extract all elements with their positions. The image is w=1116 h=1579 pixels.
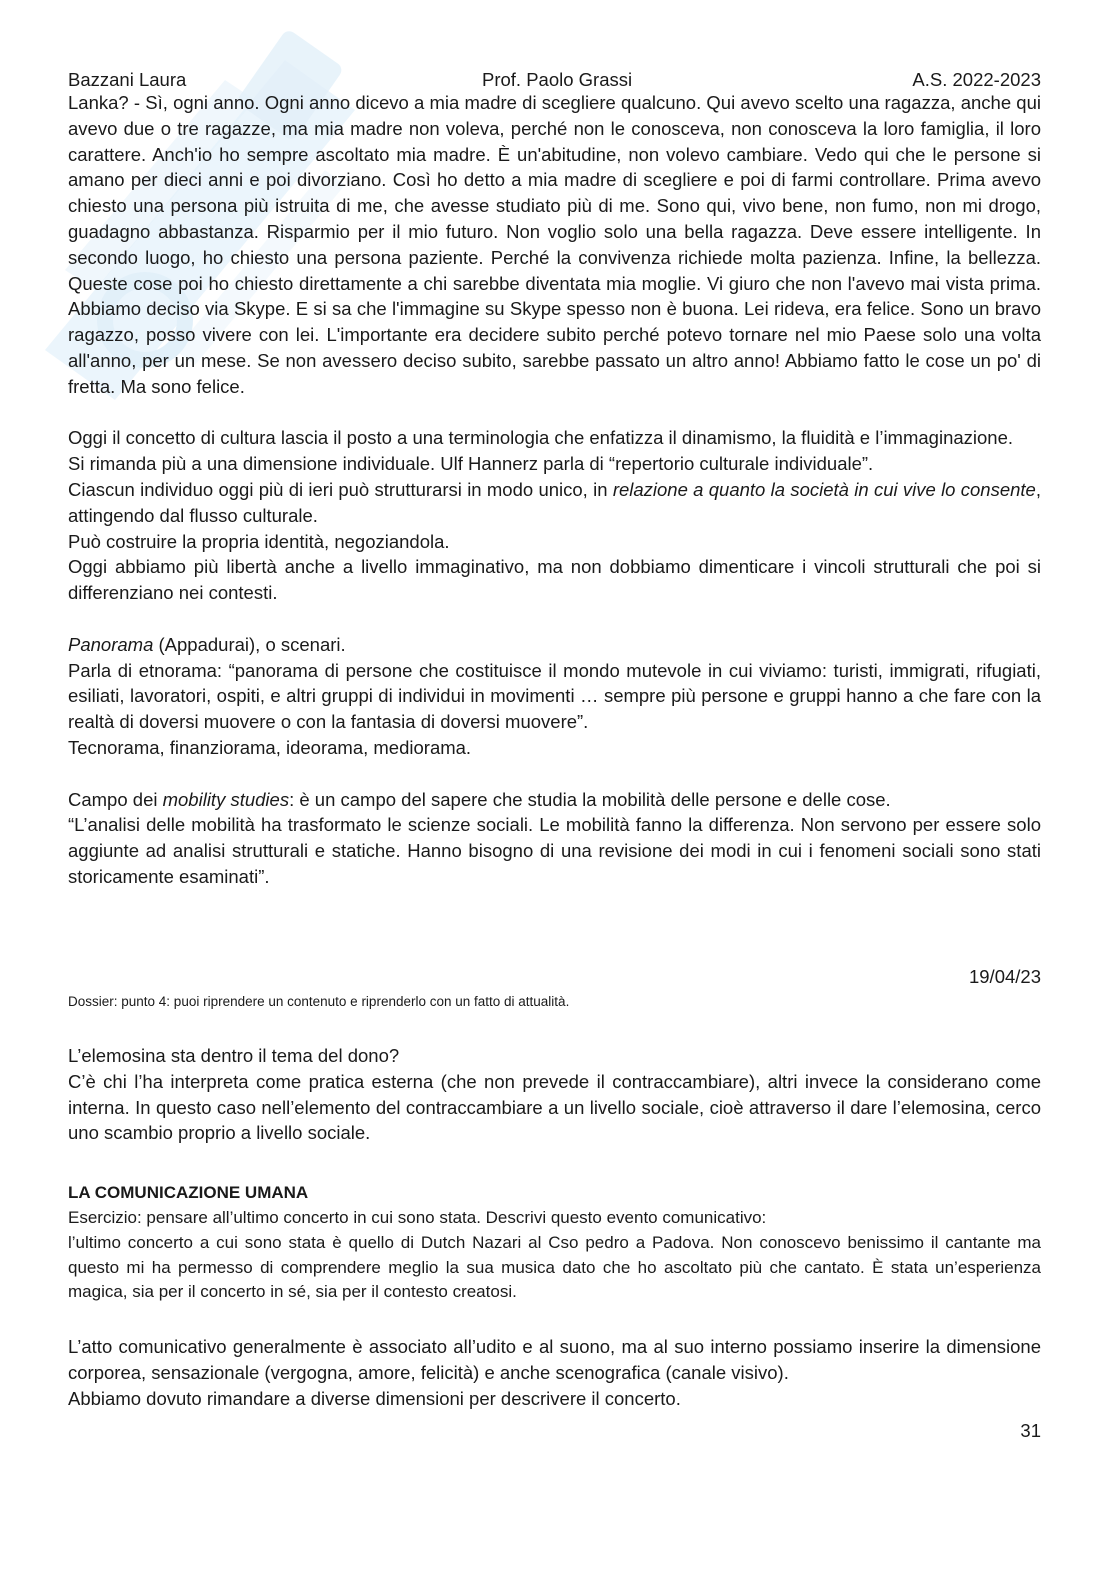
- culture-paragraph-4: Può costruire la propria identità, negoziandola.: [68, 530, 450, 552]
- section-heading: LA COMUNICAZIONE UMANA: [68, 1183, 309, 1202]
- elemosina-paragraph: C’è chi l’ha interpreta come pratica esterna (che non prevede il contraccambiare), altri invece la considerano come interna. In questo caso nell’elemento del contraccambiare a un livello sociale, cioè attraverso il dare l’elemosina, cerco uno scambio proprio a livello sociale.: [68, 1070, 1041, 1144]
- panorama-paragraph-2: Parla di etnorama: “panorama di persone che costituisce il mondo mutevole in cui viviamo: turisti, immigrati, rifugiati, esiliati, lavoratori, ospiti, e altri gruppi di individui in movimenti … sempre più persone e gruppi hanno a che fare con la realtà di doversi muovere o con la fantasia di doversi muovere”.: [68, 659, 1041, 733]
- culture-paragraph-3: Ciascun individuo oggi più di ieri può strutturarsi in modo unico, in relazione a quanto la società in cui vive lo consente, attingendo dal flusso culturale.: [68, 478, 1041, 526]
- professor-name: Prof. Paolo Grassi: [482, 69, 633, 90]
- main-body: [68, 90, 1041, 890]
- academic-year: A.S. 2022-2023: [912, 69, 1041, 90]
- lesson-date: 19/04/23: [968, 966, 1041, 987]
- communication-paragraph-1: L’atto comunicativo generalmente è associato all’udito e al suono, ma al suo interno possiamo inserire la dimensione corporea, sensazionale (vergogna, amore, felicità) e anche scenografica (canale visivo).: [68, 1336, 1041, 1383]
- culture-paragraph-2: Si rimanda più a una dimensione individuale. Ulf Hannerz parla di “repertorio culturale individuale”.: [68, 453, 874, 475]
- mobility-paragraph-2: “L’analisi delle mobilità ha trasformato le scienze sociali. Le mobilità fanno la differenza. Non servono per essere solo aggiunte ad analisi strutturali e statiche. Hanno bisogno di una revisione dei modi in cui i fenomeni sociali sono stati storicamente esaminati”.: [68, 814, 1041, 887]
- dossier-note: Dossier: punto 4: puoi riprendere un contenuto e riprenderlo con un fatto di attualità.: [68, 994, 570, 1009]
- exercise-prompt: Esercizio: pensare all’ultimo concerto in cui sono stata. Descrivi questo evento comunicativo:: [68, 1208, 767, 1227]
- exercise-section: [68, 1206, 1041, 1305]
- culture-paragraph-5: Oggi abbiamo più libertà anche a livello immaginativo, ma non dobbiamo dimenticare i vincoli strutturali che poi si differenziano nei contesti.: [68, 556, 1041, 604]
- page-number: 31: [1020, 1420, 1041, 1441]
- communication-section: [68, 1334, 1041, 1411]
- panorama-paragraph-3: Tecnorama, finanziorama, ideorama, mediorama.: [68, 736, 472, 758]
- panorama-paragraph-1: Panorama (Appadurai), o scenari.: [68, 633, 346, 655]
- elemosina-section: [68, 1043, 1041, 1146]
- interview-paragraph: Lanka? - Sì, ogni anno. Ogni anno dicevo a mia madre di scegliere qualcuno. Qui avevo scelto una ragazza, anche qui avevo due o tre ragazze, ma mia madre non voleva, perché non le conosceva, non conosceva la loro famiglia, il loro carattere. Anch'io ho sempre ascoltato mia madre. È un'abitudine, non volevo cambiare. Vedo qui che le persone si amano per dieci anni e poi divorziano. Così ho detto a mia madre di scegliere e poi di farmi controllare. Prima avevo chiesto una persona più istruita di me, che avesse studiato più di me. Sono qui, vivo bene, non fumo, non mi drogo, guadagno abbastanza. Risparmio per il mio futuro. Non voglio solo una bella ragazza. Deve essere intelligente. In secondo luogo, ho chiesto una persona paziente. Perché la convivenza richiede molta pazienza. Infine, la bellezza. Queste cose poi ho chiesto direttamente a chi sarebbe diventata mia moglie. Vi giuro che non l'avevo mai vista prima. Abbiamo deciso via Skype. E si sa che l'immagine su Skype spesso non è buona. Lei rideva, era felice. Sono un bravo ragazzo, posso vivere con lei. L'importante era decidere subito perché potevo tornare nel mio Paese solo una volta all'anno, per un mese. Se non avessero deciso subito, sarebbe passato un altro anno! Abbiamo fatto le cose un po' di fretta. Ma sono felice.: [68, 92, 1041, 397]
- elemosina-question: L’elemosina sta dentro il tema del dono?: [68, 1045, 400, 1066]
- culture-paragraph-1: Oggi il concetto di cultura lascia il posto a una terminologia che enfatizza il dinamismo, la fluidità e l’immaginazione.: [68, 427, 1014, 449]
- exercise-answer: l’ultimo concerto a cui sono stata è quello di Dutch Nazari al Cso pedro a Padova. Non conoscevo benissimo il cantante ma questo mi ha permesso di comprendere meglio la sua musica dato che ho ascoltato più che cantato. È stata un’esperienza magica, sia per il concerto in sé, sia per il contesto creatosi.: [68, 1232, 1041, 1302]
- author-name: Bazzani Laura: [68, 69, 187, 90]
- mobility-paragraph-1: Campo dei mobility studies: è un campo del sapere che studia la mobilità delle persone e delle cose.: [68, 788, 891, 810]
- communication-paragraph-2: Abbiamo dovuto rimandare a diverse dimensioni per descrivere il concerto.: [68, 1387, 681, 1409]
